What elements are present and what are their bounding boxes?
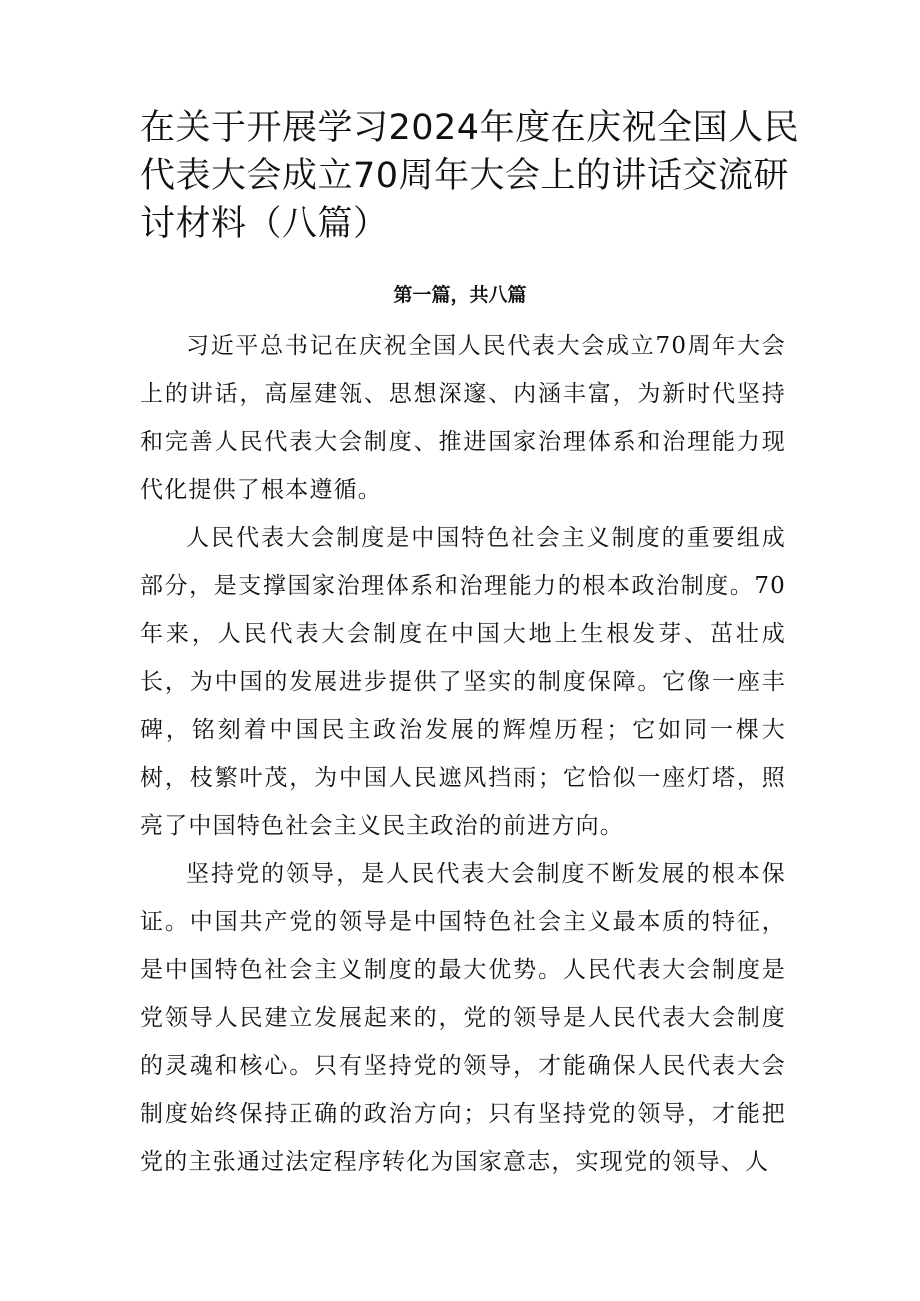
document-title: 在关于开展学习2024年度在庆祝全国人民代表大会成立70周年大会上的讲话交流研讨材料（八篇）: [140, 108, 800, 244]
paragraph: 人民代表大会制度是中国特色社会主义制度的重要组成部分，是支撑国家治理体系和治理能力的根本政治制度。70年来，人民代表大会制度在中国大地上生根发芽、茁壮成长，为中国的发展进步提供了坚实的制度保障。它像一座丰碑，铭刻着中国民主政治发展的辉煌历程；它如同一棵大树，枝繁叶茂，为中国人民遮风挡雨；它恰似一座灯塔，照亮了中国特色社会主义民主政治的前进方向。: [140, 525, 786, 839]
section-heading: 第一篇，共八篇: [393, 284, 527, 306]
document-body: [140, 322, 786, 1186]
paragraph: 坚持党的领导，是人民代表大会制度不断发展的根本保证。中国共产党的领导是中国特色社会主义最本质的特征，是中国特色社会主义制度的最大优势。人民代表大会制度是党领导人民建立发展起来的，党的领导是人民代表大会制度的灵魂和核心。只有坚持党的领导，才能确保人民代表大会制度始终保持正确的政治方向；只有坚持党的领导，才能把党的主张通过法定程序转化为国家意志，实现党的领导、人: [140, 861, 786, 1175]
paragraph: 习近平总书记在庆祝全国人民代表大会成立70周年大会上的讲话，高屋建瓴、思想深邃、内涵丰富，为新时代坚持和完善人民代表大会制度、推进国家治理体系和治理能力现代化提供了根本遵循。: [140, 333, 786, 503]
